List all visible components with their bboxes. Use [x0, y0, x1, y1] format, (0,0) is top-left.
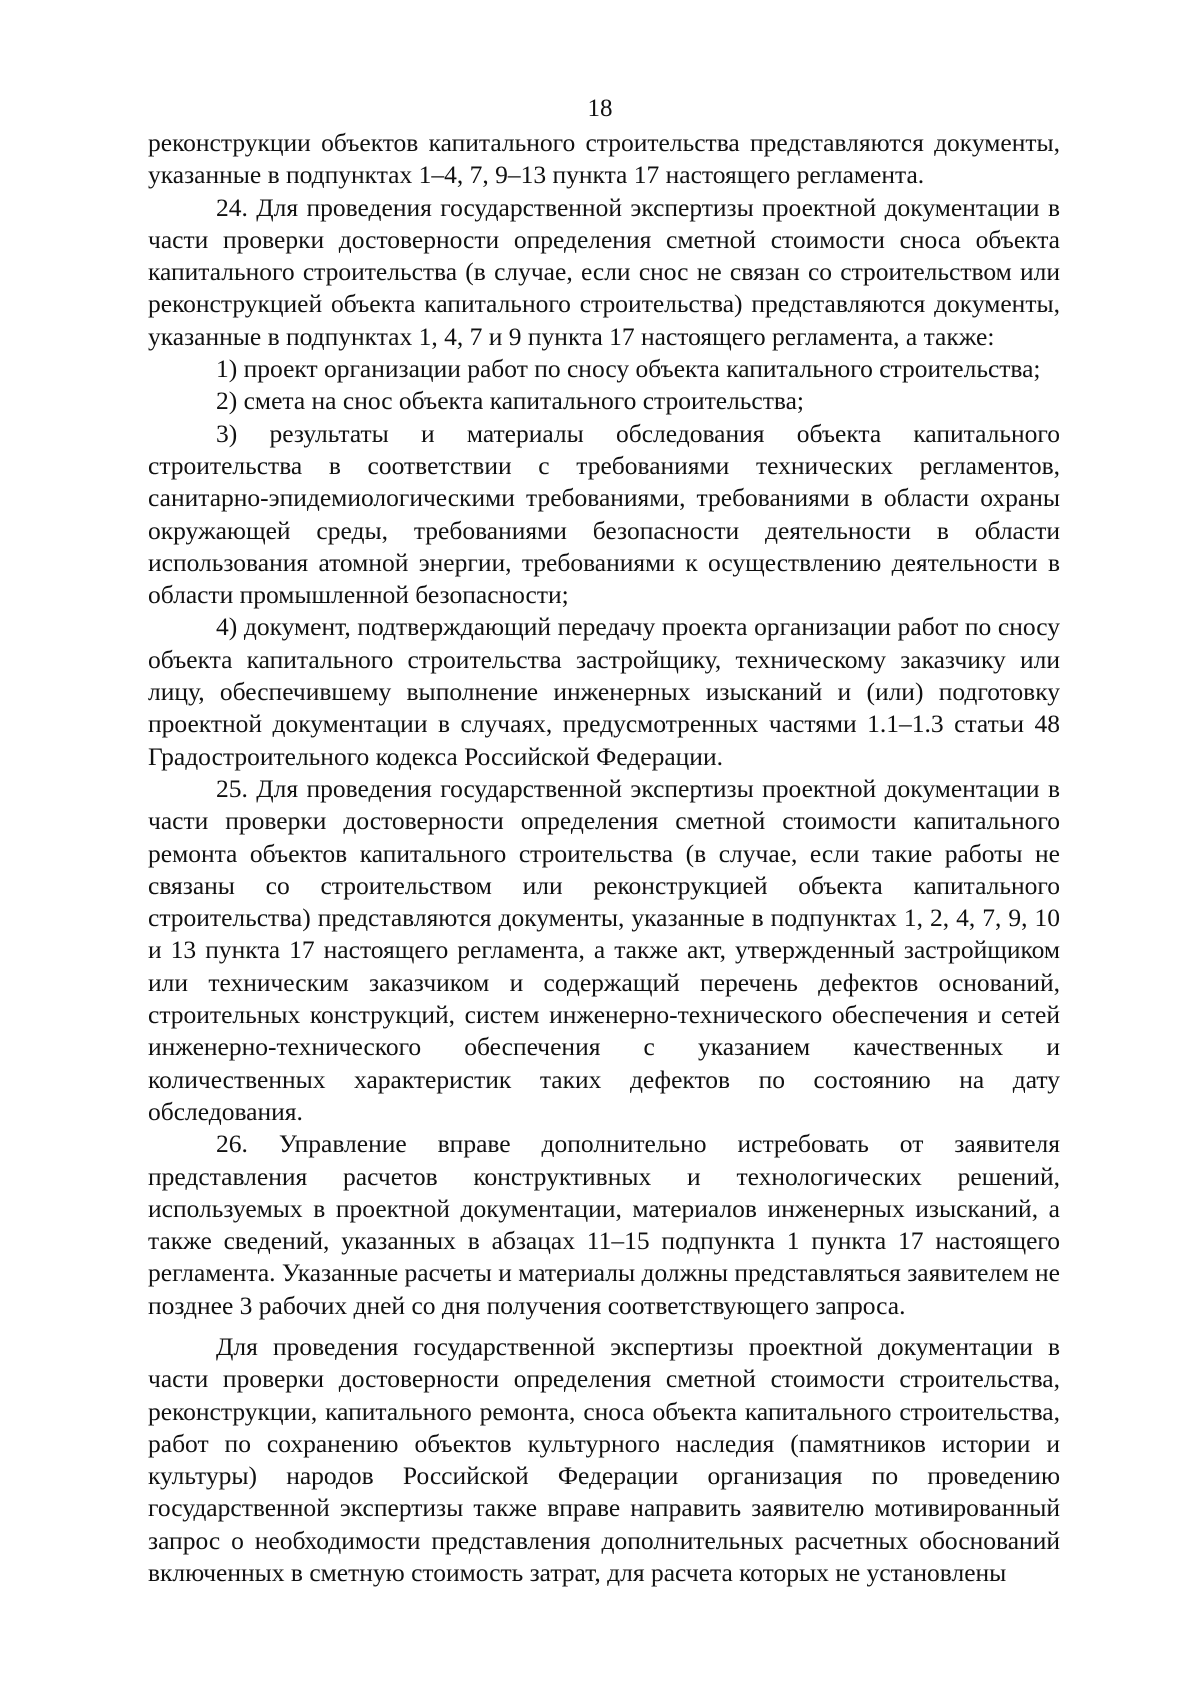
list-item-4: 4) документ, подтверждающий передачу проекта организации работ по сносу объекта капитального строительства застройщику, техническому заказчику или лицу, обеспечившему выполнение инженерных изысканий и (или) подготовку проектной документации в случаях, предусмотренных частями 1.1–1.3 статьи 48 Градостроительного кодекса Российской Федерации.	[148, 612, 1060, 771]
list-item-2: 2) смета на снос объекта капитального строительства;	[216, 386, 804, 416]
paragraph-25: 25. Для проведения государственной экспертизы проектной документации в части проверки достоверности определения сметной стоимости капитального ремонта объектов капитального строительства (в случае, если такие работы не связаны со строительством или реконструкцией объекта капитального строительства) представляются документы, указанные в подпунктах 1, 2, 4, 7, 9, 10 и 13 пункта 17 настоящего регламента, а также акт, утвержденный застройщиком или техническим заказчиком и содержащий перечень дефектов оснований, строительных конструкций, систем инженерно-технического обеспечения и сетей инженерно-технического обеспечения с указанием качественных и количественных характеристик таких дефектов по состоянию на дату обследования.	[148, 773, 1060, 1126]
list-item-1: 1) проект организации работ по сносу объекта капитального строительства;	[216, 354, 1041, 384]
paragraph-24: 24. Для проведения государственной экспертизы проектной документации в части проверки достоверности определения сметной стоимости сноса объекта капитального строительства (в случае, если снос не связан со строительством или реконструкцией объекта капитального строительства) представляются документы, указанные в подпунктах 1, 4, 7 и 9 пункта 17 настоящего регламента, а также:	[148, 192, 1060, 351]
list-item-3: 3) результаты и материалы обследования объекта капитального строительства в соответствии с требованиями технических регламентов, санитарно-эпидемиологическими требованиями, требованиями в области охраны окружающей среды, требованиями безопасности деятельности в области использования атомной энергии, требованиями к осуществлению деятельности в области промышленной безопасности;	[148, 418, 1060, 610]
paragraph-26-continuation: Для проведения государственной экспертизы проектной документации в части проверки достоверности определения сметной стоимости строительства, реконструкции, капитального ремонта, сноса объекта капитального строительства, работ по сохранению объектов культурного наследия (памятников истории и культуры) народов Российской Федерации организация по проведению государственной экспертизы также вправе направить заявителю мотивированный запрос о необходимости представления дополнительных расчетных обоснований включенных в сметную стоимость затрат, для расчета которых не установлены	[148, 1331, 1060, 1588]
document-body	[148, 127, 1060, 1589]
paragraph-26: 26. Управление вправе дополнительно истребовать от заявителя представления расчетов конструктивных и технологических решений, используемых в проектной документации, материалов инженерных изысканий, а также сведений, указанных в абзацах 11–15 подпункта 1 пункта 17 настоящего регламента. Указанные расчеты и материалы должны представляться заявителем не позднее 3 рабочих дней со дня получения соответствующего запроса.	[148, 1129, 1060, 1320]
page-number: 18	[587, 95, 613, 122]
paragraph-continuation: реконструкции объектов капитального строительства представляются документы, указанные в подпунктах 1–4, 7, 9–13 пункта 17 настоящего регламента.	[148, 128, 1060, 190]
